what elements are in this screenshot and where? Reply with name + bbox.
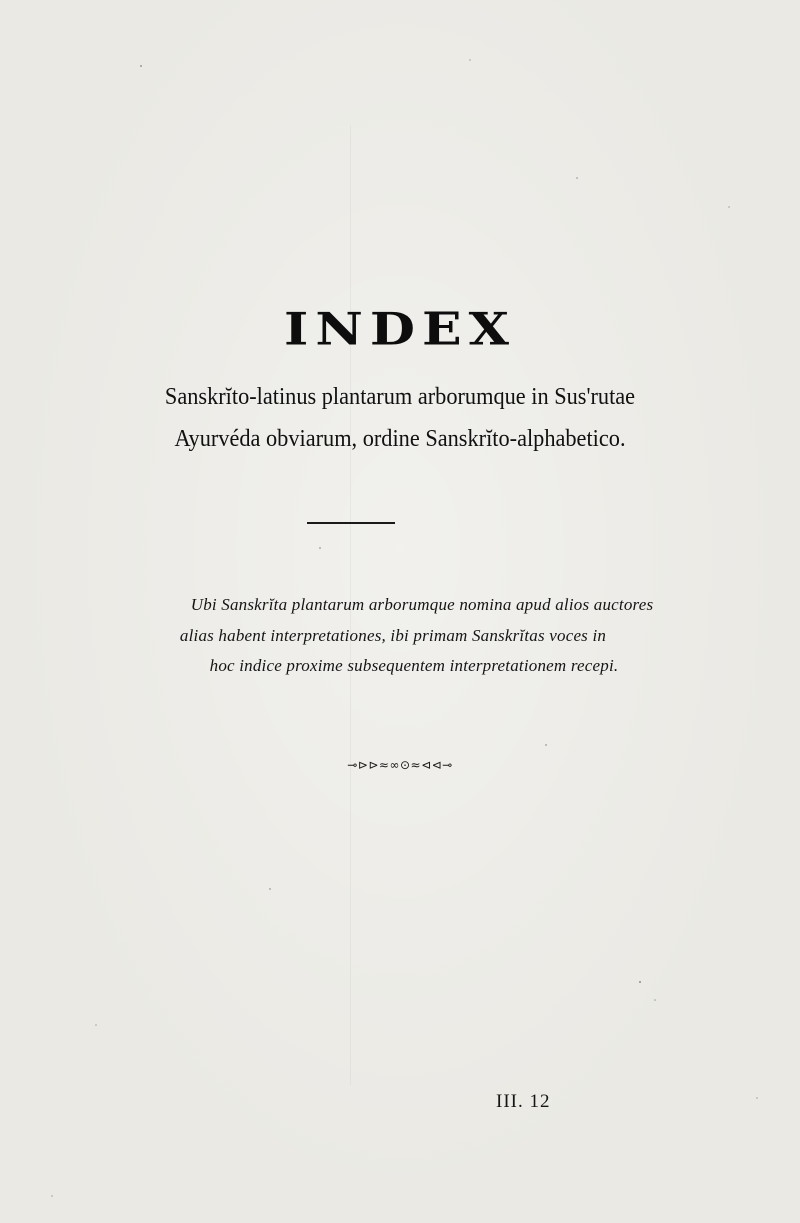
signature-mark: III. 12 [496,1091,551,1112]
note-line-1: Ubi Sanskrĭta plantarum arborumque nomina apud alios auctores [190,595,654,614]
subtitle-line-1: Sanskrĭto-latinus plantarum arborumque in Sus'rutae [164,384,636,410]
page-title: INDEX [284,303,516,356]
bleed-through-top [62,118,642,318]
subtitle-line-2: Ayurvéda obviarum, ordine Sanskrĭto-alphabetico. [174,426,626,452]
divider-rule [307,522,395,524]
note-line-2: alias habent interpretationes, ibi primam Sanskrĭtas voces in [179,626,607,645]
note-line-3: hoc indice proxime subsequentem interpretationem recepi. [209,656,619,675]
ornament-flourish: ⊸⊳⊳≈∞⊙≈⊲⊲⊸ [347,758,453,772]
